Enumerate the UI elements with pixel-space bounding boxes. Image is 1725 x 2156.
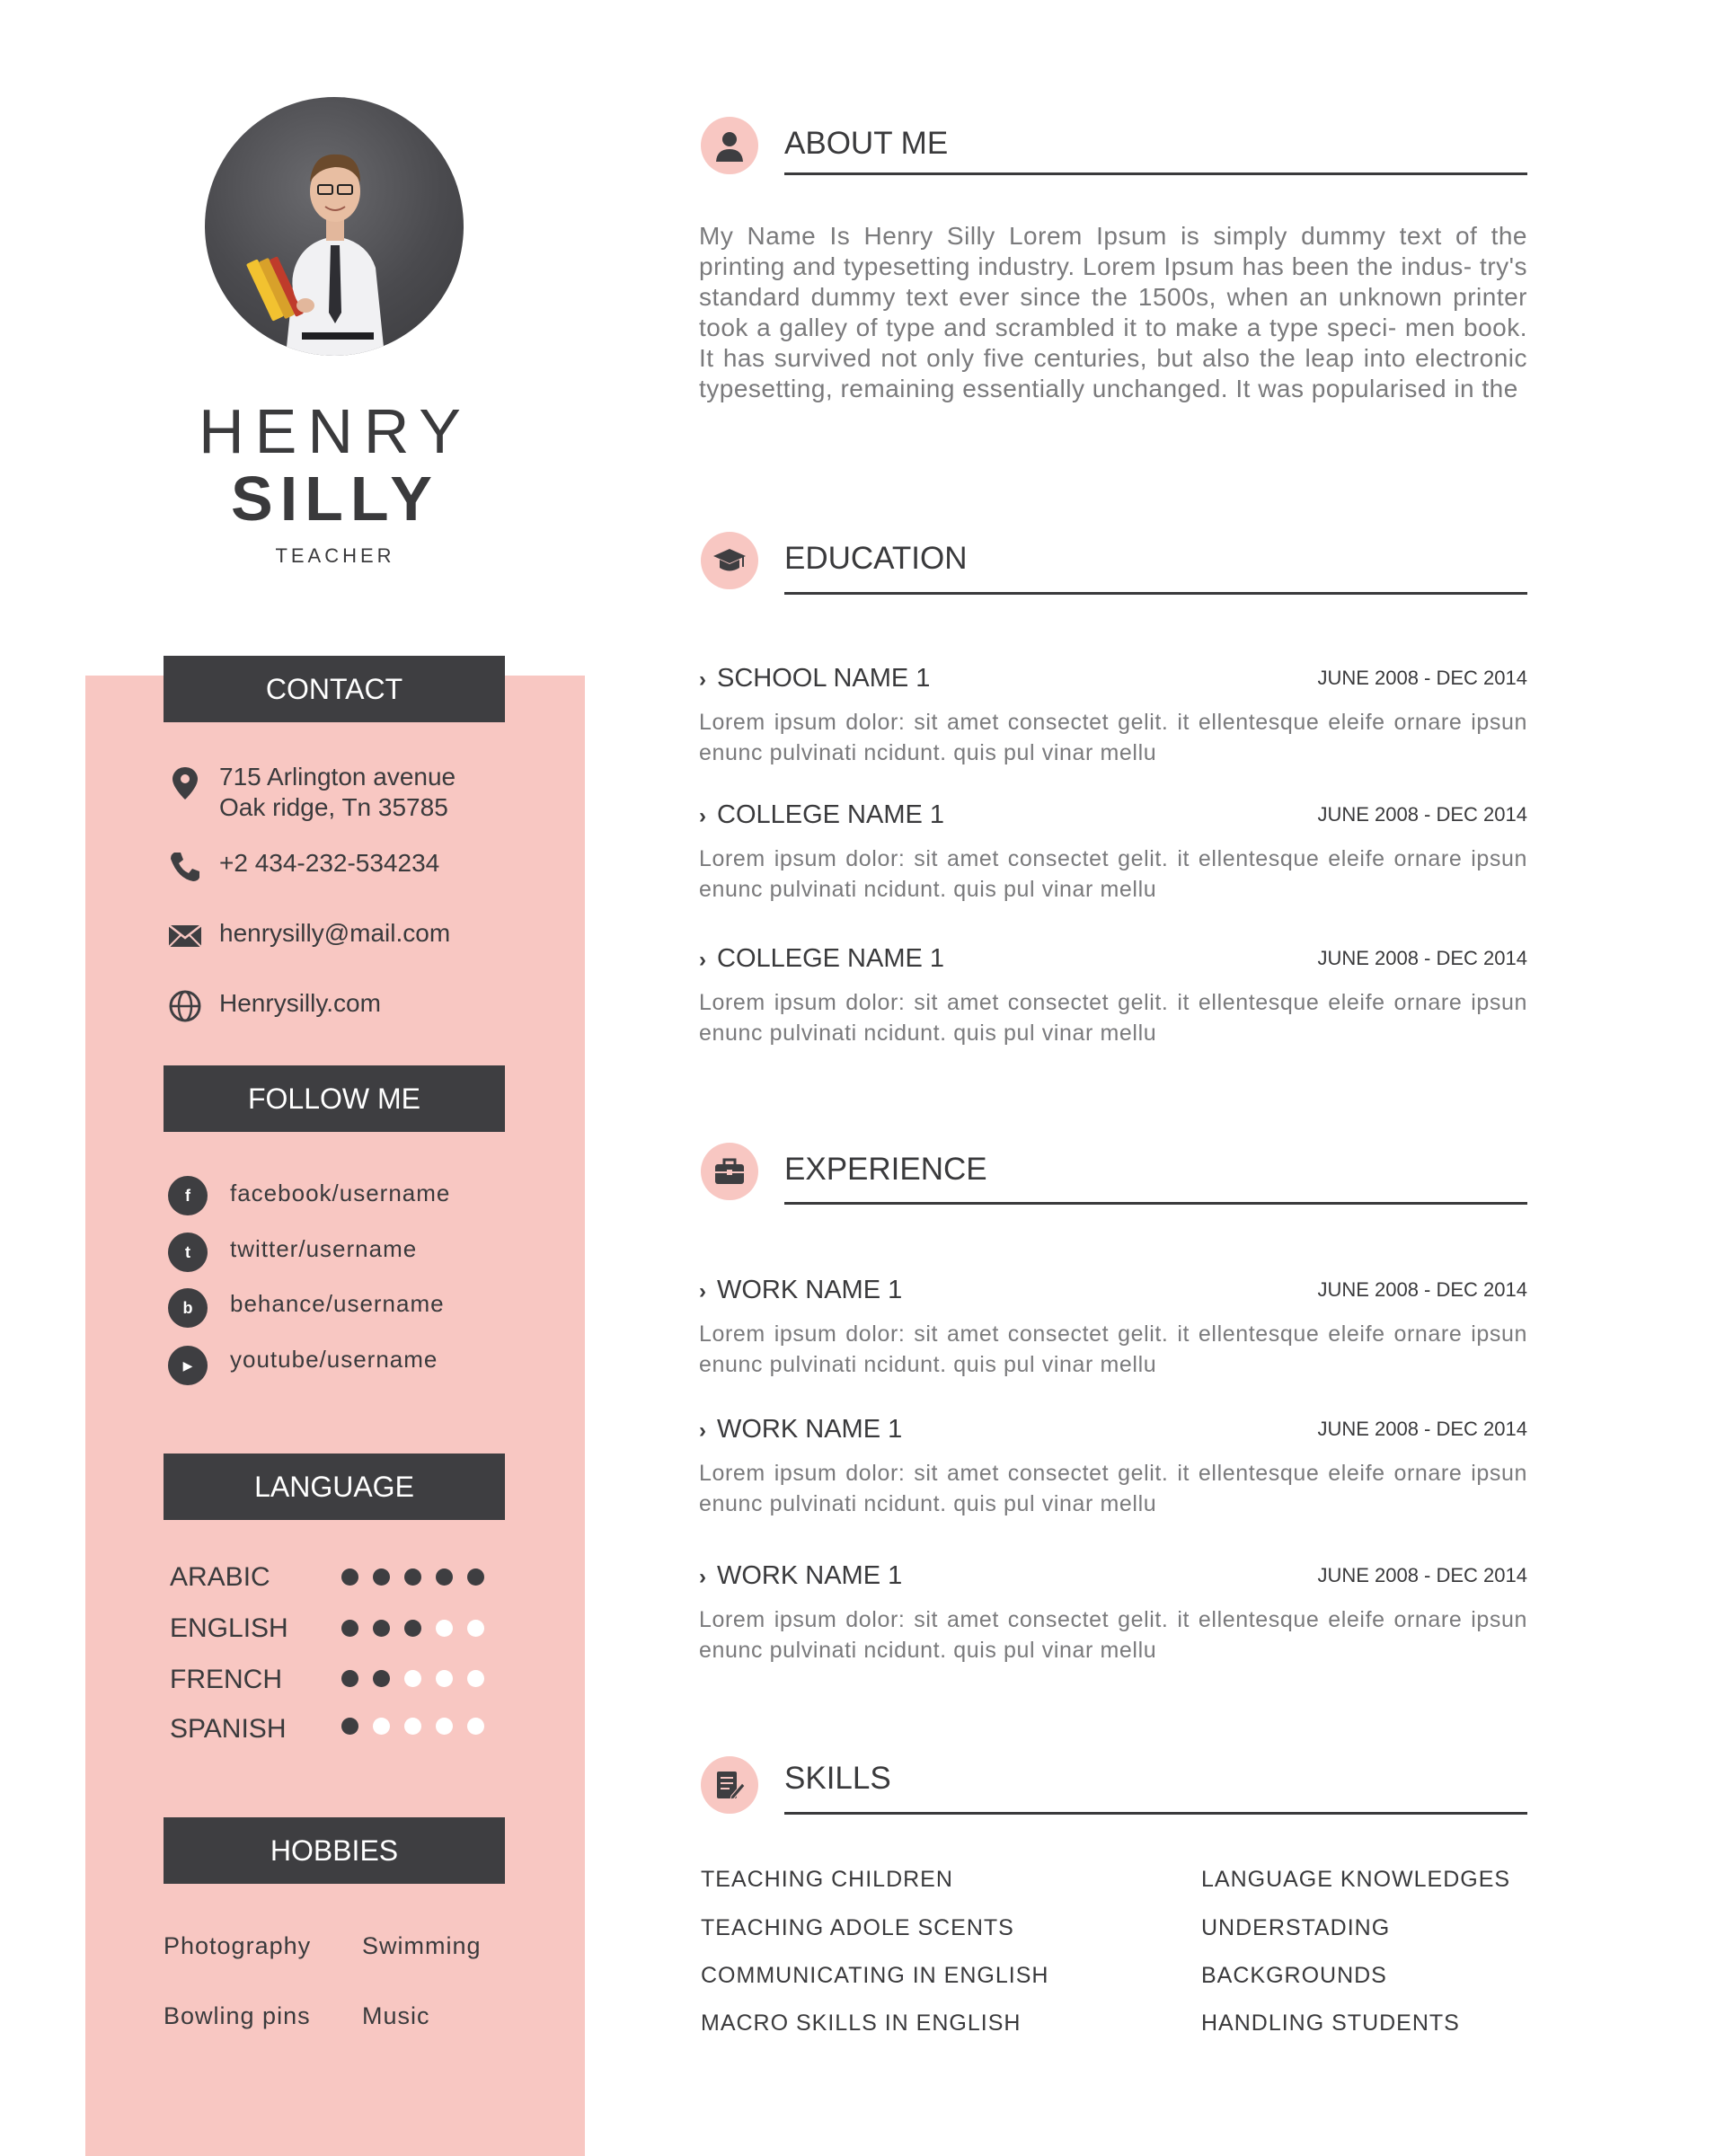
experience-section-icon <box>701 1143 758 1200</box>
skill-item: HANDLING STUDENTS <box>1201 2010 1460 2036</box>
experience-entry-date: JUNE 2008 - DEC 2014 <box>1317 1278 1527 1301</box>
education-entry-description: Lorem ipsum dolor: sit amet consectet gelit. it ellentesque eleife ornare ipsun enunc pulvinati ncidunt. quis pul vinar mellu <box>699 846 1527 902</box>
level-dot-filled <box>341 1620 358 1637</box>
experience-entry-date: JUNE 2008 - DEC 2014 <box>1317 1564 1527 1586</box>
experience-entry-description: Lorem ipsum dolor: sit amet consectet gelit. it ellentesque eleife ornare ipsun enunc pulvinati ncidunt. quis pul vinar mellu <box>699 1461 1527 1516</box>
hobby-item: Swimming <box>362 1932 482 1959</box>
email-link[interactable]: henrysilly@mail.com <box>219 919 451 947</box>
skill-item: LANGUAGE KNOWLEDGES <box>1201 1867 1511 1892</box>
level-dot-empty <box>404 1670 421 1687</box>
chevron-right-icon: › <box>699 948 706 972</box>
chevron-right-icon: › <box>699 667 706 692</box>
level-dot-filled <box>341 1670 358 1687</box>
about-section-icon <box>701 117 758 174</box>
skills-heading: SKILLS <box>784 1761 891 1796</box>
experience-heading: EXPERIENCE <box>784 1152 987 1187</box>
language-name: SPANISH <box>170 1714 287 1744</box>
social-link-behance[interactable]: behance/username <box>230 1290 445 1317</box>
first-name: HENRY <box>199 396 472 466</box>
profile-photo-illustration <box>205 97 464 356</box>
level-dot-filled <box>341 1718 358 1735</box>
level-dot-empty <box>467 1718 484 1735</box>
skill-item: TEACHING CHILDREN <box>701 1867 953 1892</box>
level-dot-filled <box>404 1568 421 1586</box>
youtube-icon[interactable]: ▶ <box>168 1346 208 1385</box>
education-entry-title: › SCHOOL NAME 1 <box>699 664 931 693</box>
level-dot-empty <box>436 1670 453 1687</box>
hobby-item: Bowling pins <box>164 2002 311 2029</box>
section-divider <box>784 592 1527 595</box>
contact-heading: CONTACT <box>164 656 505 722</box>
level-dot-filled <box>341 1568 358 1586</box>
skill-item: COMMUNICATING IN ENGLISH <box>701 1963 1049 1988</box>
phone-number[interactable]: +2 434-232-534234 <box>219 849 440 877</box>
education-entry-description: Lorem ipsum dolor: sit amet consectet gelit. it ellentesque eleife ornare ipsun enunc pulvinati ncidunt. quis pul vinar mellu <box>699 710 1527 765</box>
level-dot-filled <box>373 1670 390 1687</box>
chevron-right-icon: › <box>699 1565 706 1589</box>
education-entry-description: Lorem ipsum dolor: sit amet consectet gelit. it ellentesque eleife ornare ipsun enunc pulvinati ncidunt. quis pul vinar mellu <box>699 990 1527 1046</box>
education-entry-date: JUNE 2008 - DEC 2014 <box>1317 803 1527 826</box>
website-link[interactable]: Henrysilly.com <box>219 989 381 1017</box>
social-link-twitter[interactable]: twitter/username <box>230 1235 418 1262</box>
level-dot-filled <box>467 1568 484 1586</box>
job-title: TEACHER <box>275 544 395 567</box>
language-name: ENGLISH <box>170 1613 288 1643</box>
language-level <box>341 1568 484 1586</box>
level-dot-empty <box>373 1718 390 1735</box>
hobby-item: Photography <box>164 1932 312 1959</box>
experience-entry-title: › WORK NAME 1 <box>699 1561 903 1590</box>
social-link-youtube[interactable]: youtube/username <box>230 1346 438 1373</box>
graduation-cap-icon <box>712 543 748 579</box>
level-dot-filled <box>373 1620 390 1637</box>
language-level <box>341 1670 484 1688</box>
level-dot-empty <box>404 1718 421 1735</box>
location-pin-icon <box>167 765 203 801</box>
follow-heading: FOLLOW ME <box>164 1065 505 1132</box>
social-link-facebook[interactable]: facebook/username <box>230 1180 451 1206</box>
envelope-icon <box>167 918 203 954</box>
section-divider <box>784 172 1527 175</box>
skill-item: BACKGROUNDS <box>1201 1963 1387 1988</box>
user-icon <box>712 128 748 163</box>
level-dot-filled <box>373 1568 390 1586</box>
skill-item: UNDERSTADING <box>1201 1915 1391 1940</box>
education-entry-date: JUNE 2008 - DEC 2014 <box>1317 667 1527 689</box>
language-name: FRENCH <box>170 1665 282 1694</box>
education-entry-title: › COLLEGE NAME 1 <box>699 944 945 973</box>
about-text: My Name Is Henry Silly Lorem Ipsum is simply dummy text of the printing and typesetting industry. Lorem Ipsum has been the indus- try's standard dummy text ever since the 1500s, when an unknown printer took a galley of type and scrambled it to make a type speci- men book. It has survived not only five centuries, but also the leap into electronic typesetting, remaining essentially unchanged. It was popularised in the <box>699 222 1527 402</box>
sidebar-panel <box>85 676 585 2156</box>
about-heading: ABOUT ME <box>784 126 949 161</box>
skill-item: MACRO SKILLS IN ENGLISH <box>701 2010 1022 2036</box>
level-dot-filled <box>404 1620 421 1637</box>
language-heading: LANGUAGE <box>164 1454 505 1520</box>
experience-entry-description: Lorem ipsum dolor: sit amet consectet gelit. it ellentesque eleife ornare ipsun enunc pulvinati ncidunt. quis pul vinar mellu <box>699 1607 1527 1663</box>
facebook-icon[interactable]: f <box>168 1176 208 1215</box>
section-divider <box>784 1812 1527 1815</box>
education-section-icon <box>701 532 758 589</box>
language-level <box>341 1718 484 1736</box>
twitter-icon[interactable]: t <box>168 1233 208 1272</box>
level-dot-empty <box>467 1620 484 1637</box>
experience-entry-description: Lorem ipsum dolor: sit amet consectet gelit. it ellentesque eleife ornare ipsun enunc pulvinati ncidunt. quis pul vinar mellu <box>699 1321 1527 1377</box>
briefcase-icon <box>712 1153 748 1189</box>
experience-entry-title: › WORK NAME 1 <box>699 1276 903 1304</box>
level-dot-empty <box>436 1620 453 1637</box>
notepad-pencil-icon <box>712 1767 748 1803</box>
address-line-1: 715 Arlington avenue <box>219 763 456 791</box>
phone-icon <box>167 848 203 884</box>
language-level <box>341 1620 484 1638</box>
address-line-2: Oak ridge, Tn 35785 <box>219 793 448 821</box>
education-entry-date: JUNE 2008 - DEC 2014 <box>1317 947 1527 969</box>
chevron-right-icon: › <box>699 804 706 828</box>
language-name: ARABIC <box>170 1562 270 1592</box>
hobbies-heading: HOBBIES <box>164 1817 505 1884</box>
chevron-right-icon: › <box>699 1279 706 1303</box>
hobby-item: Music <box>362 2002 430 2029</box>
last-name: SILLY <box>231 464 439 534</box>
level-dot-empty <box>436 1718 453 1735</box>
chevron-right-icon: › <box>699 1418 706 1443</box>
section-divider <box>784 1202 1527 1205</box>
education-entry-title: › COLLEGE NAME 1 <box>699 800 945 829</box>
experience-entry-title: › WORK NAME 1 <box>699 1415 903 1444</box>
skill-item: TEACHING ADOLE SCENTS <box>701 1915 1014 1940</box>
behance-icon[interactable]: b <box>168 1288 208 1328</box>
globe-icon <box>167 988 203 1024</box>
education-heading: EDUCATION <box>784 541 968 576</box>
experience-entry-date: JUNE 2008 - DEC 2014 <box>1317 1418 1527 1440</box>
level-dot-empty <box>467 1670 484 1687</box>
level-dot-filled <box>436 1568 453 1586</box>
skills-section-icon <box>701 1756 758 1814</box>
profile-photo <box>205 97 464 356</box>
